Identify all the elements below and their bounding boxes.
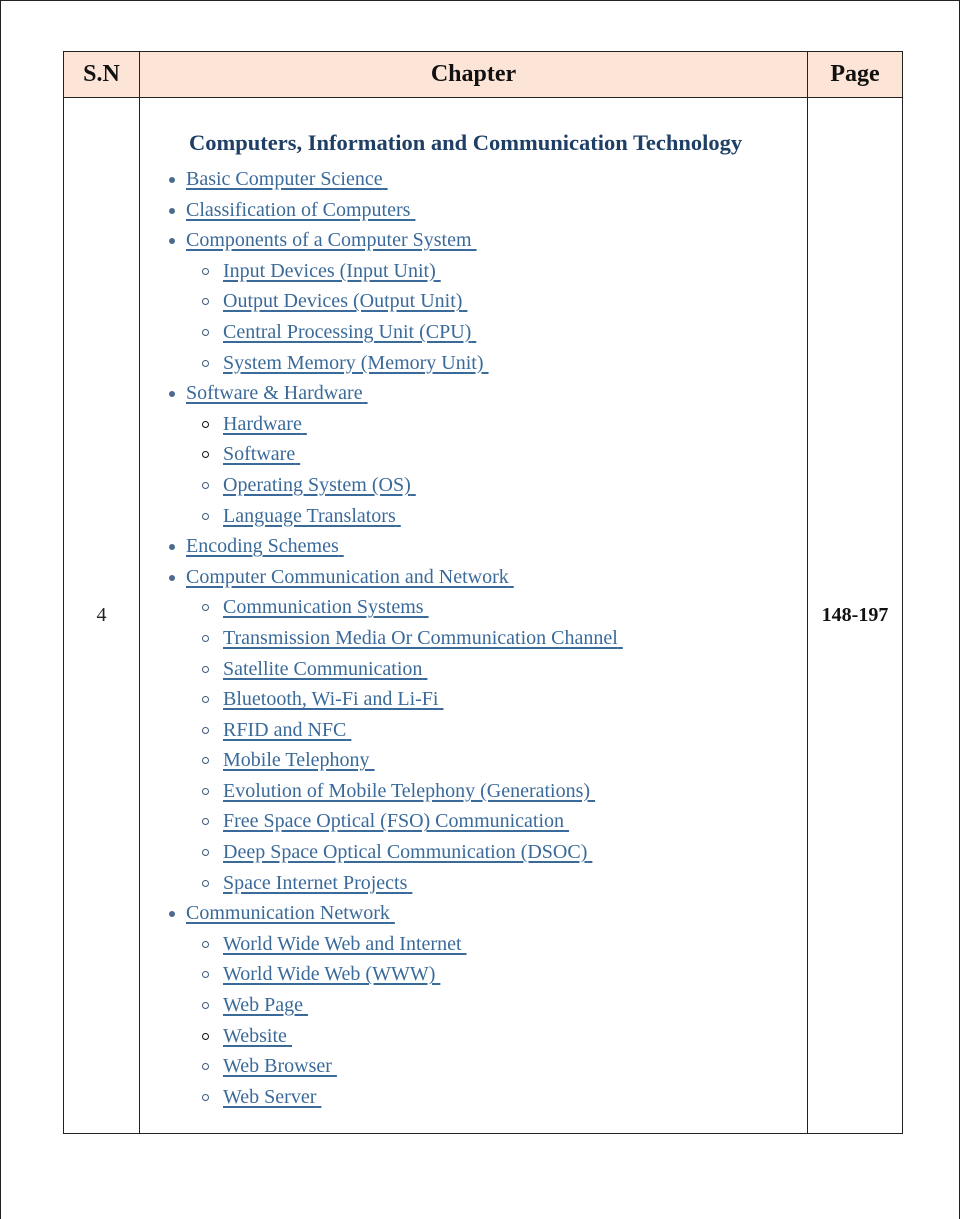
- subsection-link[interactable]: Web Page: [223, 994, 304, 1017]
- subsection-link[interactable]: Language Translators: [223, 504, 396, 527]
- subsection-link[interactable]: Bluetooth, Wi-Fi and Li-Fi: [223, 688, 439, 711]
- chapter-title: Computers, Information and Communication Technology: [189, 130, 743, 155]
- subsection-item: [186, 806, 807, 837]
- subsection-item: [186, 470, 807, 501]
- subsection-item: [186, 1021, 807, 1052]
- subsection-item: [186, 501, 807, 532]
- subsection-link[interactable]: World Wide Web (WWW): [223, 963, 436, 986]
- bullet-circle-icon: [202, 451, 209, 458]
- list-item: [140, 225, 807, 378]
- bullet-dot-icon: [169, 238, 175, 244]
- section-link[interactable]: Computer Communication and Network: [186, 565, 509, 588]
- list-item: [140, 531, 807, 562]
- section-list: [140, 164, 807, 1112]
- section-row: [186, 378, 807, 409]
- bullet-dot-icon: [169, 575, 175, 581]
- section-link[interactable]: Basic Computer Science: [186, 168, 383, 190]
- bullet-circle-icon: [202, 360, 209, 367]
- bullet-circle-icon: [202, 268, 209, 275]
- subsection-list: [186, 592, 807, 898]
- bullet-circle-icon: [202, 849, 209, 856]
- subsection-link[interactable]: Website: [223, 1024, 287, 1047]
- subsection-item: [186, 715, 807, 746]
- section-row: [186, 164, 807, 195]
- subsection-link[interactable]: RFID and NFC: [223, 718, 347, 741]
- subsection-item: [186, 1082, 807, 1113]
- bullet-dot-icon: [169, 208, 175, 214]
- bullet-circle-icon: [202, 757, 209, 764]
- header-row: [64, 52, 903, 98]
- subsection-link[interactable]: Free Space Optical (FSO) Communication: [223, 810, 565, 833]
- bullet-circle-icon: [202, 482, 209, 489]
- bullet-circle-icon: [202, 727, 209, 734]
- section-row: [186, 562, 807, 593]
- subsection-link[interactable]: Operating System (OS): [223, 473, 411, 496]
- section-link[interactable]: Classification of Computers: [186, 198, 411, 221]
- bullet-circle-icon: [202, 1033, 209, 1040]
- section-row: [186, 531, 807, 562]
- list-item: [140, 562, 807, 899]
- bullet-circle-icon: [202, 1094, 209, 1101]
- section-row: [186, 225, 807, 256]
- header-sn: S.N: [64, 52, 140, 98]
- bullet-circle-icon: [202, 604, 209, 611]
- subsection-link[interactable]: Mobile Telephony: [223, 749, 370, 772]
- section-link[interactable]: Software & Hardware: [186, 382, 363, 405]
- list-item: [140, 898, 807, 1112]
- subsection-item: [186, 256, 807, 287]
- list-item: [140, 378, 807, 531]
- section-link[interactable]: Encoding Schemes: [186, 535, 339, 558]
- subsection-item: [186, 592, 807, 623]
- chapter-cell: [140, 98, 808, 1134]
- subsection-item: [186, 439, 807, 470]
- subsection-item: [186, 868, 807, 899]
- header-page: Page: [808, 52, 903, 98]
- subsection-link[interactable]: Web Server: [223, 1085, 317, 1108]
- subsection-item: [186, 837, 807, 868]
- bullet-circle-icon: [202, 941, 209, 948]
- subsection-link[interactable]: Transmission Media Or Communication Channel: [223, 626, 618, 649]
- subsection-link[interactable]: Evolution of Mobile Telephony (Generations): [223, 779, 591, 802]
- subsection-item: [186, 745, 807, 776]
- subsection-link[interactable]: Central Processing Unit (CPU): [223, 320, 472, 343]
- bullet-circle-icon: [202, 513, 209, 520]
- subsection-link[interactable]: Satellite Communication: [223, 657, 423, 680]
- bullet-circle-icon: [202, 788, 209, 795]
- bullet-circle-icon: [202, 971, 209, 978]
- bullet-circle-icon: [202, 298, 209, 305]
- section-link[interactable]: Components of a Computer System: [186, 229, 472, 252]
- subsection-item: [186, 286, 807, 317]
- page-range: 148-197: [808, 98, 903, 1134]
- bullet-dot-icon: [169, 177, 175, 183]
- subsection-item: [186, 654, 807, 685]
- subsection-link[interactable]: Software: [223, 443, 296, 466]
- bullet-circle-icon: [202, 1063, 209, 1070]
- subsection-item: [186, 990, 807, 1021]
- table-row: [64, 98, 903, 1134]
- subsection-item: [186, 409, 807, 440]
- bullet-circle-icon: [202, 818, 209, 825]
- subsection-link[interactable]: Deep Space Optical Communication (DSOC): [223, 841, 588, 864]
- subsection-list: [186, 929, 807, 1113]
- subsection-link[interactable]: Space Internet Projects: [223, 871, 408, 894]
- bullet-circle-icon: [202, 880, 209, 887]
- bullet-dot-icon: [169, 544, 175, 550]
- subsection-item: [186, 959, 807, 990]
- bullet-dot-icon: [169, 911, 175, 917]
- section-row: [186, 898, 807, 929]
- subsection-link[interactable]: System Memory (Memory Unit): [223, 351, 484, 374]
- subsection-list: [186, 409, 807, 531]
- bullet-circle-icon: [202, 421, 209, 428]
- subsection-link[interactable]: Hardware: [223, 412, 302, 435]
- subsection-item: [186, 684, 807, 715]
- subsection-item: [186, 623, 807, 654]
- subsection-link[interactable]: Output Devices (Output Unit): [223, 290, 463, 313]
- list-item: [140, 164, 807, 195]
- subsection-link[interactable]: Input Devices (Input Unit): [223, 259, 436, 282]
- serial-number: 4: [64, 98, 140, 1134]
- section-row: [186, 195, 807, 226]
- subsection-item: [186, 317, 807, 348]
- bullet-circle-icon: [202, 696, 209, 703]
- subsection-list: [186, 256, 807, 378]
- subsection-item: [186, 776, 807, 807]
- bullet-circle-icon: [202, 1002, 209, 1009]
- header-chapter: Chapter: [140, 52, 808, 98]
- subsection-link[interactable]: World Wide Web and Internet: [223, 932, 462, 955]
- subsection-link[interactable]: Communication Systems: [223, 596, 424, 619]
- subsection-item: [186, 929, 807, 960]
- bullet-circle-icon: [202, 329, 209, 336]
- section-link[interactable]: Communication Network: [186, 902, 390, 925]
- bullet-dot-icon: [169, 391, 175, 397]
- table-of-contents: [63, 51, 903, 1134]
- subsection-item: [186, 1051, 807, 1082]
- list-item: [140, 195, 807, 226]
- bullet-circle-icon: [202, 666, 209, 673]
- bullet-circle-icon: [202, 635, 209, 642]
- subsection-item: [186, 348, 807, 379]
- subsection-link[interactable]: Web Browser: [223, 1055, 332, 1078]
